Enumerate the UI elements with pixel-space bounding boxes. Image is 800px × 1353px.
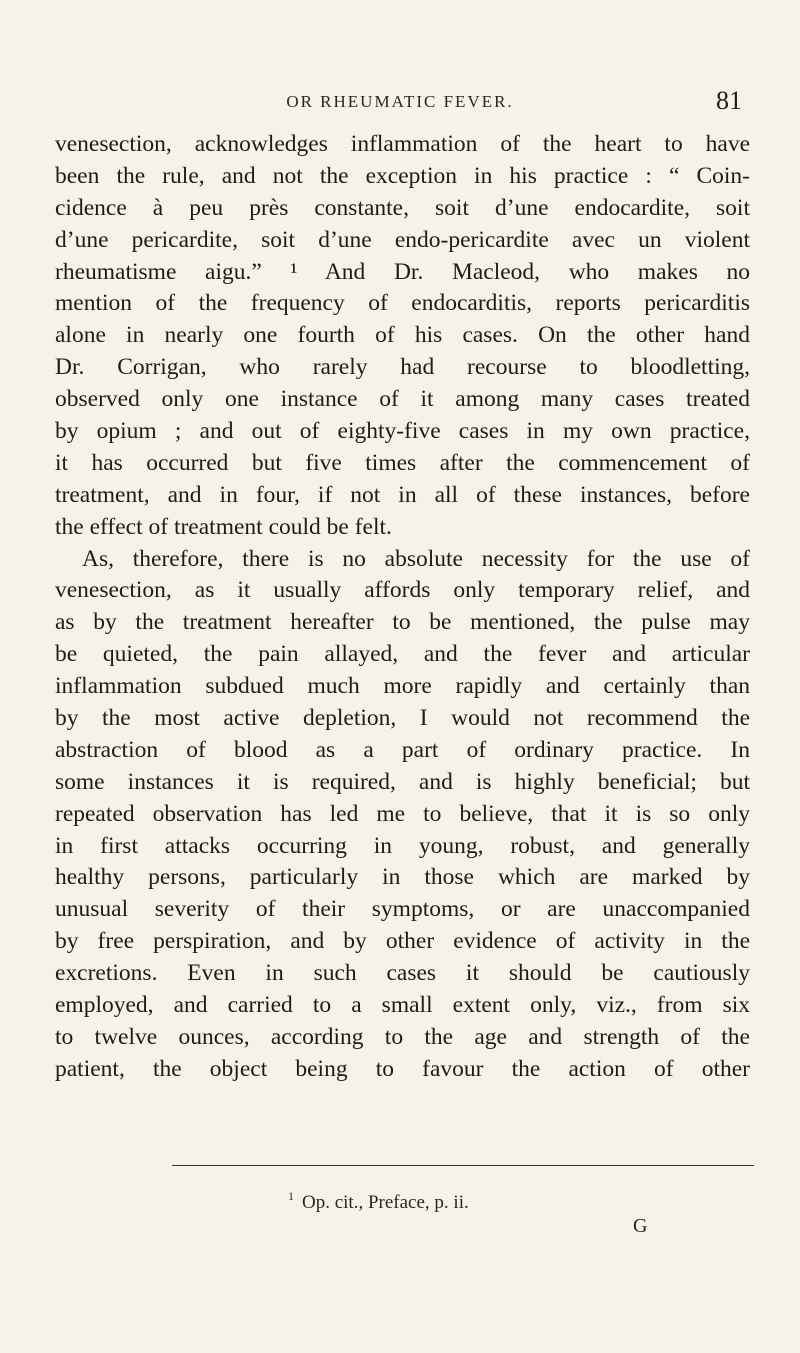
text-line: unusual severity of their symptoms, or are unaccompanied [55, 896, 750, 923]
text-line: venesection, as it usually affords only temporary relief, and [55, 577, 750, 604]
text-line: the effect of treatment could be felt. [55, 513, 392, 540]
text-line: Dr. Corrigan, who rarely had recourse to bloodletting, [55, 354, 750, 381]
text-line: d’une pericardite, soit d’une endo-pericardite avec un violent [55, 226, 750, 253]
text-line: healthy persons, particularly in those which are marked by [55, 864, 750, 891]
footnote-divider [172, 1165, 754, 1166]
body-text [55, 129, 750, 1086]
text-line: some instances it is required, and is highly beneficial; but [55, 768, 750, 795]
text-line: alone in nearly one fourth of his cases. On the other hand [55, 322, 750, 349]
text-line: observed only one instance of it among many cases treated [55, 386, 750, 413]
text-line: As, therefore, there is no absolute necessity for the use of [82, 545, 750, 572]
running-title: OR RHEUMATIC FEVER. [286, 92, 514, 111]
text-line: as by the treatment hereafter to be mentioned, the pulse may [55, 609, 750, 636]
text-line: by the most active depletion, I would not recommend the [55, 705, 750, 732]
text-line: venesection, acknowledges inflammation of the heart to have [55, 131, 750, 157]
text-line: rheumatisme aigu.” ¹ And Dr. Macleod, who makes no [55, 258, 750, 285]
text-line: cidence à peu près constante, soit d’une endocardite, soit [55, 194, 750, 221]
text-line: treatment, and in four, if not in all of these instances, before [55, 481, 750, 508]
text-line: abstraction of blood as a part of ordinary practice. In [55, 736, 750, 763]
text-line: inflammation subdued much more rapidly and certainly than [55, 673, 750, 700]
text-line: excretions. Even in such cases it should be cautiously [55, 960, 750, 987]
text-line: mention of the frequency of endocarditis, reports pericarditis [55, 290, 750, 317]
text-line: employed, and carried to a small extent only, viz., from six [55, 992, 750, 1019]
text-line: been the rule, and not the exception in his practice : “ Coin- [55, 162, 750, 189]
text-line: patient, the object being to favour the action of other [55, 1055, 750, 1082]
footnote-text: Op. cit., Preface, p. ii. [302, 1192, 469, 1213]
text-line: it has occurred but five times after the commencement of [55, 449, 750, 476]
footnote [288, 1189, 469, 1214]
text-line: by opium ; and out of eighty-five cases in my own practice, [55, 418, 750, 445]
text-line: be quieted, the pain allayed, and the fever and articular [55, 641, 750, 668]
text-line: to twelve ounces, according to the age and strength of the [55, 1023, 750, 1050]
footnote-marker: 1 [288, 1189, 294, 1203]
text-line: in first attacks occurring in young, robust, and generally [55, 832, 750, 859]
text-line: repeated observation has led me to believe, that it is so only [55, 800, 750, 827]
page-number: 81 [716, 86, 742, 115]
signature-mark: G [633, 1215, 648, 1237]
running-head [55, 88, 745, 118]
text-line: by free perspiration, and by other evidence of activity in the [55, 928, 750, 955]
